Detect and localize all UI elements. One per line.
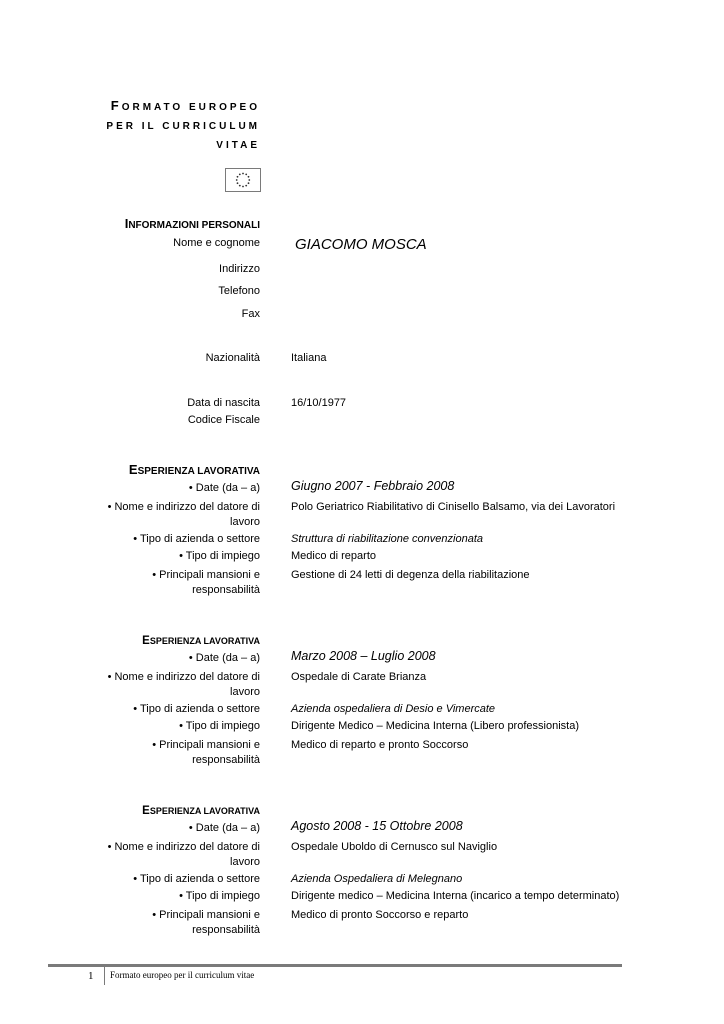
personal-info-heading: INFORMAZIONI PERSONALI: [124, 216, 260, 231]
exp-job-value: Dirigente Medico – Medicina Interna (Libero professionista): [291, 720, 579, 732]
exp-dates-value: Marzo 2008 – Luglio 2008: [291, 649, 436, 663]
exp-dates-value: Agosto 2008 - 15 Ottobre 2008: [291, 819, 463, 833]
exp-job-value: Dirigente medico – Medicina Interna (incarico a tempo determinato): [291, 890, 620, 902]
cv-title-line-1: FORMATO EUROPEO: [110, 98, 260, 113]
nationality-value: Italiana: [291, 352, 327, 364]
exp-dates-label: • Date (da – a): [188, 482, 260, 494]
exp-sector-label: • Tipo di azienda o settore: [133, 703, 260, 715]
experience-heading: ESPERIENZA LAVORATIVA: [128, 462, 260, 477]
exp-dates-value: Giugno 2007 - Febbraio 2008: [291, 479, 455, 493]
exp-job-label: • Tipo di impiego: [179, 550, 260, 562]
exp-employer-label: • Nome e indirizzo del datore di lavoro: [107, 501, 260, 528]
exp-employer-label: • Nome e indirizzo del datore di lavoro: [107, 841, 260, 868]
footer-text: Formato europeo per il curriculum vitae: [110, 970, 255, 980]
exp-duties-label: • Principali mansioni e responsabilità: [152, 909, 260, 936]
footer-rule: [48, 964, 622, 967]
experience-heading: ESPERIENZA LAVORATIVA: [142, 635, 260, 647]
address-label: Indirizzo: [219, 263, 260, 275]
exp-dates-label: • Date (da – a): [188, 652, 260, 664]
birth-date-value: 16/10/1977: [291, 397, 347, 409]
exp-job-label: • Tipo di impiego: [179, 720, 260, 732]
exp-sector-value: Struttura di riabilitazione convenzionata: [291, 533, 484, 545]
exp-sector-value: Azienda Ospedaliera di Melegnano: [291, 873, 463, 885]
birth-date-label: Data di nascita: [187, 397, 260, 409]
exp-sector-value: Azienda ospedaliera di Desio e Vimercate: [291, 703, 496, 715]
exp-duties-value: Medico di reparto e pronto Soccorso: [291, 739, 469, 751]
exp-job-value: Medico di reparto: [291, 550, 376, 562]
exp-duties-label: • Principali mansioni e responsabilità: [152, 739, 260, 766]
exp-employer-value: Ospedale Uboldo di Cernusco sul Naviglio: [291, 841, 498, 853]
exp-sector-label: • Tipo di azienda o settore: [133, 533, 260, 545]
cv-title-line-2: PER IL CURRICULUM: [106, 121, 260, 132]
name-label: Nome e cognome: [173, 237, 260, 249]
exp-duties-value: Gestione di 24 letti di degenza della riabilitazione: [291, 569, 530, 581]
exp-duties-value: Medico di pronto Soccorso e reparto: [291, 909, 469, 921]
phone-label: Telefono: [218, 285, 260, 297]
exp-dates-label: • Date (da – a): [188, 822, 260, 834]
cv-title: [60, 96, 260, 155]
name-value: GIACOMO MOSCA: [295, 236, 427, 253]
exp-employer-label: • Nome e indirizzo del datore di lavoro: [107, 671, 260, 698]
cv-title-line-3: VITAE: [216, 140, 260, 151]
page-number: 1: [88, 970, 94, 982]
tax-code-label: Codice Fiscale: [187, 414, 260, 426]
fax-label: Fax: [241, 308, 260, 320]
exp-employer-value: Ospedale di Carate Brianza: [291, 671, 427, 683]
exp-job-label: • Tipo di impiego: [179, 890, 260, 902]
experience-heading: ESPERIENZA LAVORATIVA: [142, 805, 260, 817]
nationality-label: Nazionalità: [205, 352, 260, 364]
exp-sector-label: • Tipo di azienda o settore: [133, 873, 260, 885]
footer-separator: [104, 966, 105, 985]
exp-employer-value: Polo Geriatrico Riabilitativo di Cinisello Balsamo, via dei Lavoratori: [291, 501, 616, 513]
eu-flag-icon: [225, 168, 261, 192]
exp-duties-label: • Principali mansioni e responsabilità: [152, 569, 260, 596]
